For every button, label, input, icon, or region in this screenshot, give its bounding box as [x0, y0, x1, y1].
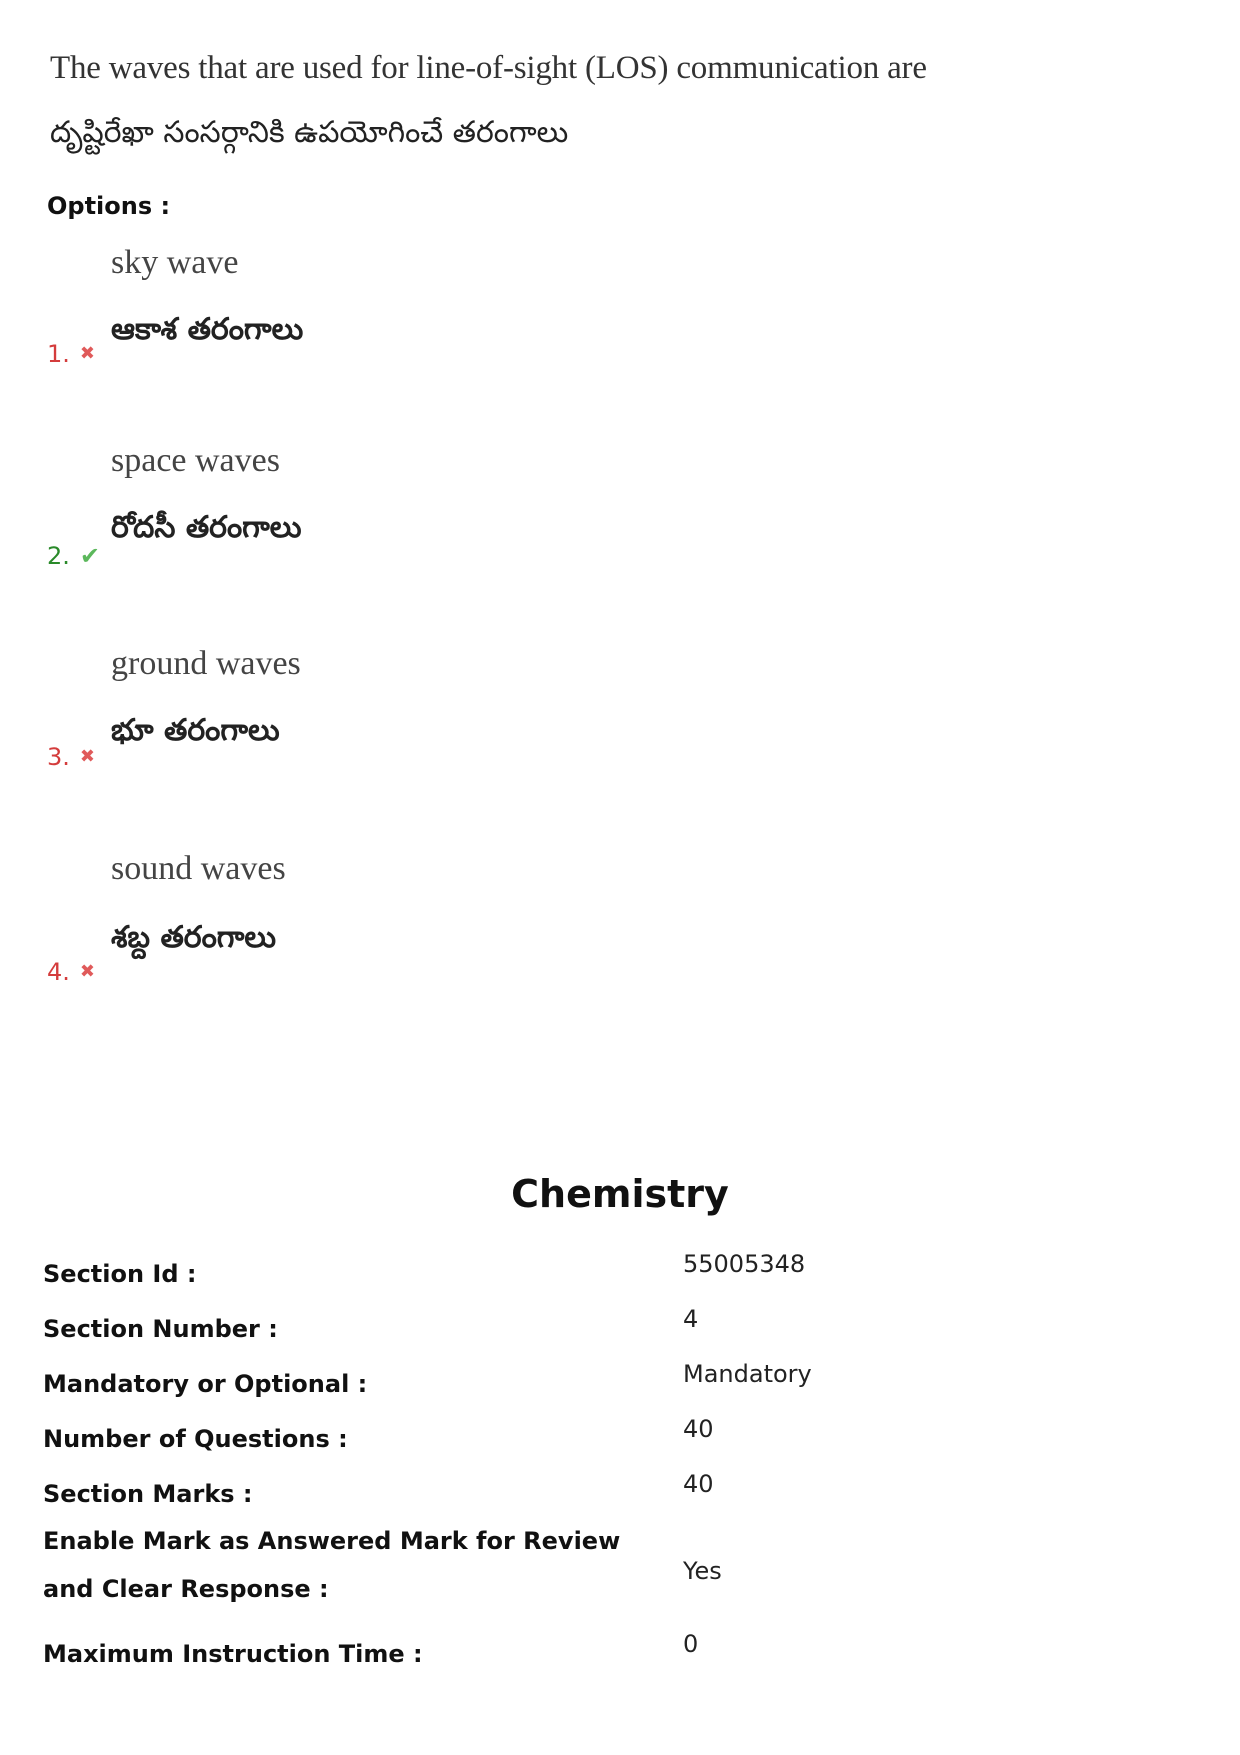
question-text-en: The waves that are used for line-of-sight (LOS) communication are — [50, 50, 927, 86]
info-value: 40 — [683, 1470, 714, 1498]
info-row-number-of-questions — [43, 1405, 1193, 1460]
info-label: Enable Mark as Answered Mark for Review and Clear Response : — [43, 1527, 621, 1603]
info-row-section-marks — [43, 1460, 1193, 1515]
cross-icon: ✖ — [79, 746, 95, 767]
question-block — [50, 45, 1190, 155]
info-row-mandatory — [43, 1350, 1193, 1405]
info-value: 0 — [683, 1630, 699, 1658]
option-4[interactable] — [0, 848, 1240, 1038]
info-value: 4 — [683, 1305, 699, 1333]
info-row-section-id — [43, 1240, 1193, 1295]
option-3-number: 3. — [47, 743, 70, 771]
option-4-marker — [47, 958, 95, 986]
info-row-max-instruction-time — [43, 1620, 1193, 1675]
cross-icon: ✖ — [79, 343, 95, 364]
section-info-table — [43, 1240, 1193, 1675]
option-3-text-te: భూ తరంగాలు — [111, 713, 280, 748]
option-1-marker — [47, 340, 95, 368]
check-icon: ✔ — [79, 542, 101, 570]
option-1-number: 1. — [47, 340, 70, 368]
info-label: Section Id : — [43, 1260, 197, 1288]
info-label: Mandatory or Optional : — [43, 1370, 368, 1398]
option-3-marker — [47, 743, 95, 771]
info-label: Section Number : — [43, 1315, 278, 1343]
options-label: Options : — [47, 192, 171, 220]
info-value: Yes — [683, 1557, 722, 1585]
option-2-text-te: రోదసీ తరంగాలు — [111, 510, 302, 545]
option-2-marker — [47, 542, 100, 570]
option-2-text-en: space waves — [111, 442, 280, 479]
option-4-number: 4. — [47, 958, 70, 986]
info-label: Number of Questions : — [43, 1425, 348, 1453]
info-label: Maximum Instruction Time : — [43, 1640, 423, 1668]
option-1-text-te: ఆకాశ తరంగాలు — [111, 312, 304, 347]
option-2-number: 2. — [47, 542, 70, 570]
option-1-text-en: sky wave — [111, 244, 239, 281]
option-1[interactable] — [0, 240, 1240, 430]
info-value: 55005348 — [683, 1250, 806, 1278]
option-3[interactable] — [0, 643, 1240, 833]
info-value: 40 — [683, 1415, 714, 1443]
info-value: Mandatory — [683, 1360, 812, 1388]
cross-icon: ✖ — [79, 961, 95, 982]
option-4-text-en: sound waves — [111, 850, 286, 887]
option-2[interactable] — [0, 440, 1240, 630]
question-text-te: దృష్టిరేఖా సంసర్గానికి ఉపయోగించే తరంగాలు — [50, 115, 569, 150]
section-title: Chemistry — [511, 1172, 729, 1216]
info-row-enable-mark — [43, 1515, 1193, 1620]
info-row-section-number — [43, 1295, 1193, 1350]
option-3-text-en: ground waves — [111, 645, 301, 682]
info-label: Section Marks : — [43, 1480, 253, 1508]
option-4-text-te: శబ్ద తరంగాలు — [111, 920, 277, 955]
